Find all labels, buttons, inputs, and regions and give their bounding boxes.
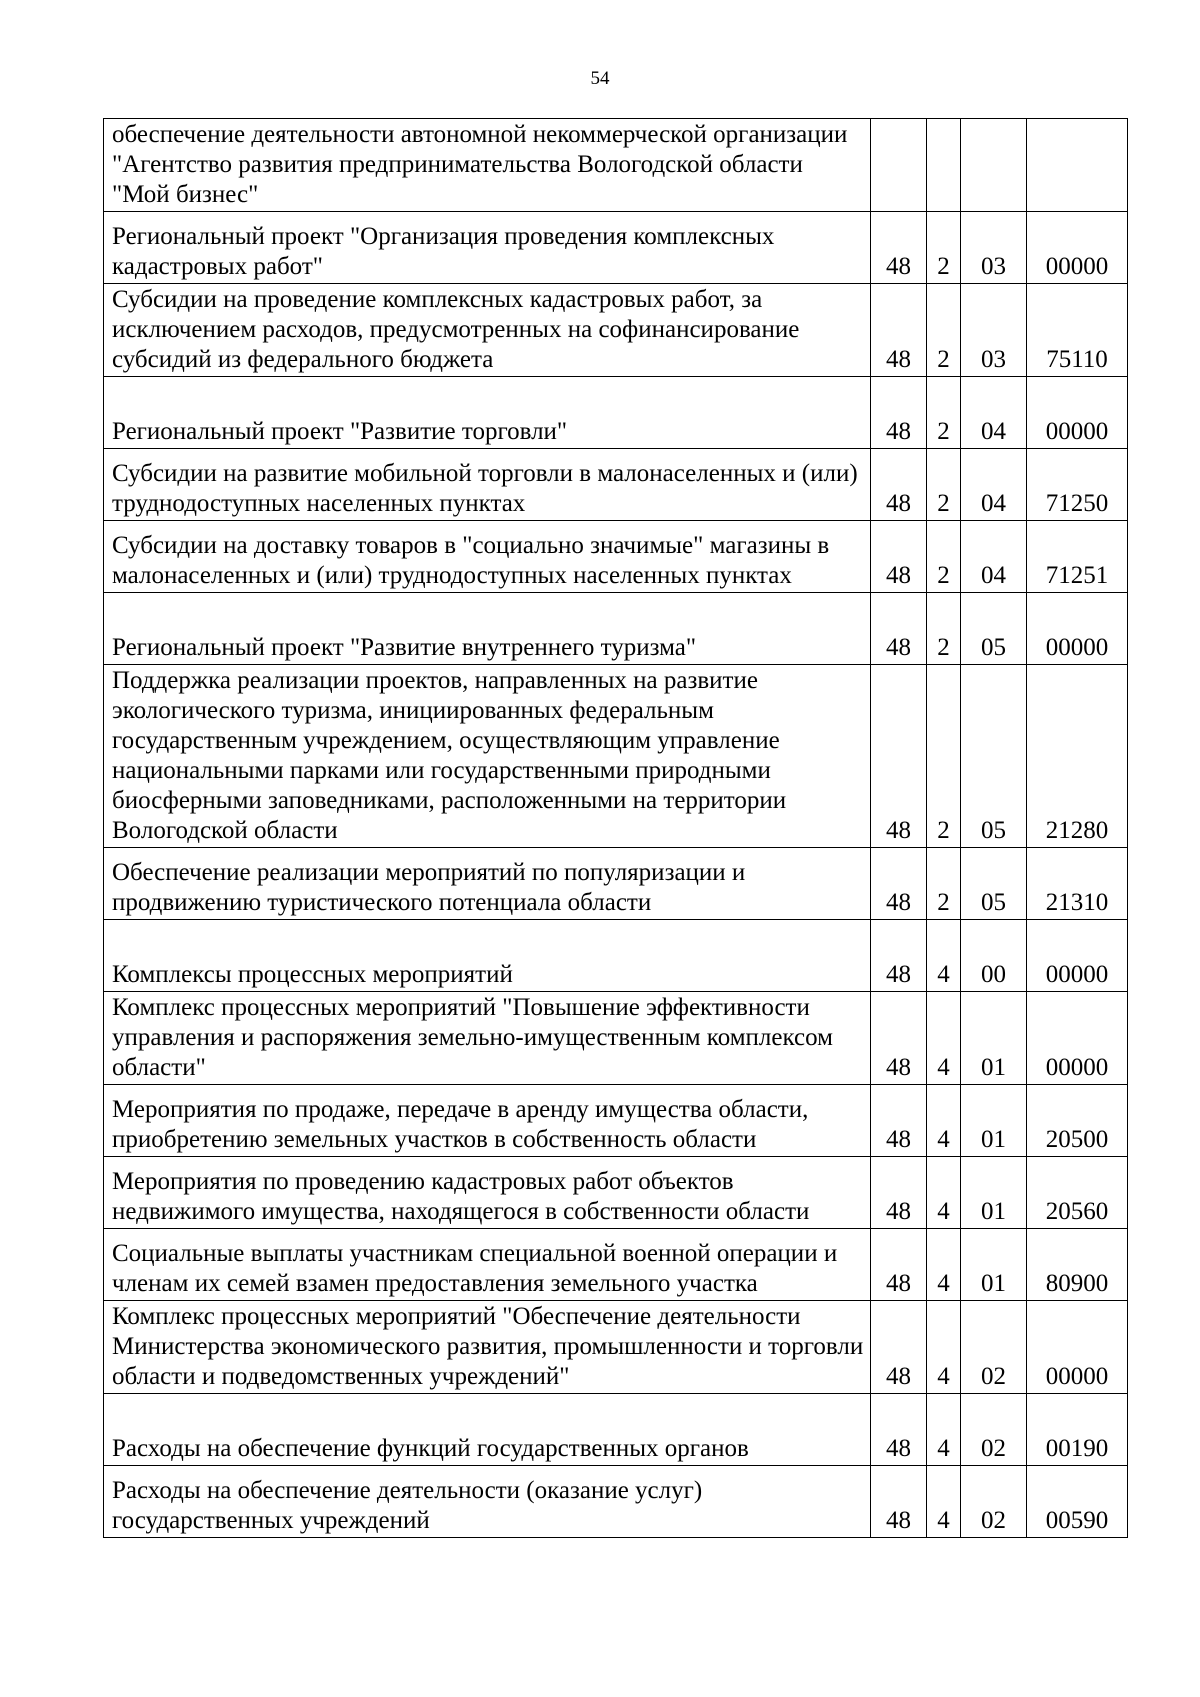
row-name-cell: Региональный проект "Организация проведения комплексных кадастровых работ" bbox=[104, 212, 871, 284]
row-code-a-cell: 48 bbox=[871, 992, 927, 1085]
row-code-d-cell: 00000 bbox=[1027, 920, 1128, 992]
row-code-c-cell: 01 bbox=[961, 1229, 1027, 1301]
row-code-d-cell: 71250 bbox=[1027, 449, 1128, 521]
row-code-c-cell: 01 bbox=[961, 992, 1027, 1085]
row-code-c-cell: 03 bbox=[961, 284, 1027, 377]
row-code-b-cell: 4 bbox=[927, 1466, 961, 1538]
table-row bbox=[104, 119, 1128, 212]
row-code-a-cell: 48 bbox=[871, 1394, 927, 1466]
row-code-c-cell: 04 bbox=[961, 377, 1027, 449]
row-code-d-cell: 00000 bbox=[1027, 212, 1128, 284]
row-code-c-cell: 02 bbox=[961, 1301, 1027, 1394]
row-code-d-cell: 00000 bbox=[1027, 992, 1128, 1085]
table-row bbox=[104, 1085, 1128, 1157]
row-code-b-cell: 4 bbox=[927, 1085, 961, 1157]
row-code-b-cell: 2 bbox=[927, 284, 961, 377]
row-code-a-cell: 48 bbox=[871, 1466, 927, 1538]
row-code-b-cell bbox=[927, 119, 961, 212]
row-code-d-cell: 80900 bbox=[1027, 1229, 1128, 1301]
row-name-cell: Региональный проект "Развитие торговли" bbox=[104, 377, 871, 449]
row-code-b-cell: 2 bbox=[927, 848, 961, 920]
row-code-a-cell: 48 bbox=[871, 284, 927, 377]
table-row bbox=[104, 665, 1128, 848]
row-code-c-cell: 01 bbox=[961, 1085, 1027, 1157]
row-code-c-cell: 00 bbox=[961, 920, 1027, 992]
row-code-a-cell: 48 bbox=[871, 449, 927, 521]
row-code-b-cell: 2 bbox=[927, 665, 961, 848]
table-row bbox=[104, 1466, 1128, 1538]
row-code-b-cell: 2 bbox=[927, 521, 961, 593]
row-code-b-cell: 4 bbox=[927, 1301, 961, 1394]
row-name-cell: Субсидии на развитие мобильной торговли в малонаселенных и (или) труднодоступных населенных пунктах bbox=[104, 449, 871, 521]
row-name-cell: обеспечение деятельности автономной некоммерческой организации "Агентство развития предпринимательства Вологодской области "Мой бизнес" bbox=[104, 119, 871, 212]
row-code-c-cell bbox=[961, 119, 1027, 212]
table-row bbox=[104, 1394, 1128, 1466]
table-row bbox=[104, 284, 1128, 377]
row-code-a-cell bbox=[871, 119, 927, 212]
table-body bbox=[104, 119, 1128, 1538]
row-name-cell: Комплекс процессных мероприятий "Повышение эффективности управления и распоряжения земельно-имущественным комплексом области" bbox=[104, 992, 871, 1085]
row-code-a-cell: 48 bbox=[871, 1301, 927, 1394]
row-name-cell: Мероприятия по проведению кадастровых работ объектов недвижимого имущества, находящегося в собственности области bbox=[104, 1157, 871, 1229]
row-name-cell: Субсидии на проведение комплексных кадастровых работ, за исключением расходов, предусмотренных на софинансирование субсидий из федерального бюджета bbox=[104, 284, 871, 377]
table-row bbox=[104, 1157, 1128, 1229]
page-number: 54 bbox=[590, 68, 610, 89]
row-code-a-cell: 48 bbox=[871, 521, 927, 593]
row-code-d-cell: 00000 bbox=[1027, 593, 1128, 665]
row-code-b-cell: 2 bbox=[927, 212, 961, 284]
row-code-b-cell: 2 bbox=[927, 593, 961, 665]
row-name-cell: Обеспечение реализации мероприятий по популяризации и продвижению туристического потенциала области bbox=[104, 848, 871, 920]
table-row bbox=[104, 920, 1128, 992]
table-row bbox=[104, 992, 1128, 1085]
row-code-d-cell: 20560 bbox=[1027, 1157, 1128, 1229]
table-row bbox=[104, 449, 1128, 521]
table-row bbox=[104, 593, 1128, 665]
row-code-d-cell: 00590 bbox=[1027, 1466, 1128, 1538]
row-code-b-cell: 2 bbox=[927, 377, 961, 449]
table-row bbox=[104, 1229, 1128, 1301]
row-name-cell: Расходы на обеспечение деятельности (оказание услуг) государственных учреждений bbox=[104, 1466, 871, 1538]
table-row bbox=[104, 848, 1128, 920]
row-code-a-cell: 48 bbox=[871, 593, 927, 665]
row-code-c-cell: 05 bbox=[961, 665, 1027, 848]
row-name-cell: Мероприятия по продаже, передаче в аренду имущества области, приобретению земельных участков в собственность области bbox=[104, 1085, 871, 1157]
row-code-b-cell: 4 bbox=[927, 992, 961, 1085]
row-code-d-cell: 20500 bbox=[1027, 1085, 1128, 1157]
row-name-cell: Региональный проект "Развитие внутреннего туризма" bbox=[104, 593, 871, 665]
row-code-d-cell: 71251 bbox=[1027, 521, 1128, 593]
row-code-b-cell: 4 bbox=[927, 920, 961, 992]
row-code-c-cell: 02 bbox=[961, 1394, 1027, 1466]
row-name-cell: Комплекс процессных мероприятий "Обеспечение деятельности Министерства экономического развития, промышленности и торговли области и подведомственных учреждений" bbox=[104, 1301, 871, 1394]
row-code-a-cell: 48 bbox=[871, 665, 927, 848]
row-code-d-cell: 00000 bbox=[1027, 1301, 1128, 1394]
row-code-a-cell: 48 bbox=[871, 1157, 927, 1229]
row-code-d-cell bbox=[1027, 119, 1128, 212]
table-row bbox=[104, 377, 1128, 449]
row-code-d-cell: 21310 bbox=[1027, 848, 1128, 920]
row-code-c-cell: 04 bbox=[961, 521, 1027, 593]
row-code-a-cell: 48 bbox=[871, 920, 927, 992]
row-code-b-cell: 4 bbox=[927, 1157, 961, 1229]
row-code-a-cell: 48 bbox=[871, 212, 927, 284]
table-row bbox=[104, 1301, 1128, 1394]
row-code-d-cell: 00000 bbox=[1027, 377, 1128, 449]
row-code-c-cell: 05 bbox=[961, 593, 1027, 665]
row-name-cell: Комплексы процессных мероприятий bbox=[104, 920, 871, 992]
row-code-c-cell: 03 bbox=[961, 212, 1027, 284]
row-code-d-cell: 21280 bbox=[1027, 665, 1128, 848]
row-code-c-cell: 02 bbox=[961, 1466, 1027, 1538]
budget-classification-table bbox=[103, 118, 1128, 1538]
row-code-b-cell: 4 bbox=[927, 1394, 961, 1466]
row-name-cell: Социальные выплаты участникам специальной военной операции и членам их семей взамен предоставления земельного участка bbox=[104, 1229, 871, 1301]
table-row bbox=[104, 212, 1128, 284]
row-code-c-cell: 05 bbox=[961, 848, 1027, 920]
row-code-b-cell: 4 bbox=[927, 1229, 961, 1301]
row-code-b-cell: 2 bbox=[927, 449, 961, 521]
row-code-c-cell: 04 bbox=[961, 449, 1027, 521]
table-row bbox=[104, 521, 1128, 593]
row-code-a-cell: 48 bbox=[871, 1229, 927, 1301]
row-code-a-cell: 48 bbox=[871, 1085, 927, 1157]
row-name-cell: Поддержка реализации проектов, направленных на развитие экологического туризма, инициированных федеральным государственным учреждением, осуществляющим управление национальными парками или государственными природными биосферными заповедниками, расположенными на территории Вологодской области bbox=[104, 665, 871, 848]
row-code-c-cell: 01 bbox=[961, 1157, 1027, 1229]
row-code-d-cell: 00190 bbox=[1027, 1394, 1128, 1466]
row-code-a-cell: 48 bbox=[871, 377, 927, 449]
row-name-cell: Субсидии на доставку товаров в "социально значимые" магазины в малонаселенных и (или) труднодоступных населенных пунктах bbox=[104, 521, 871, 593]
row-code-a-cell: 48 bbox=[871, 848, 927, 920]
row-name-cell: Расходы на обеспечение функций государственных органов bbox=[104, 1394, 871, 1466]
row-code-d-cell: 75110 bbox=[1027, 284, 1128, 377]
